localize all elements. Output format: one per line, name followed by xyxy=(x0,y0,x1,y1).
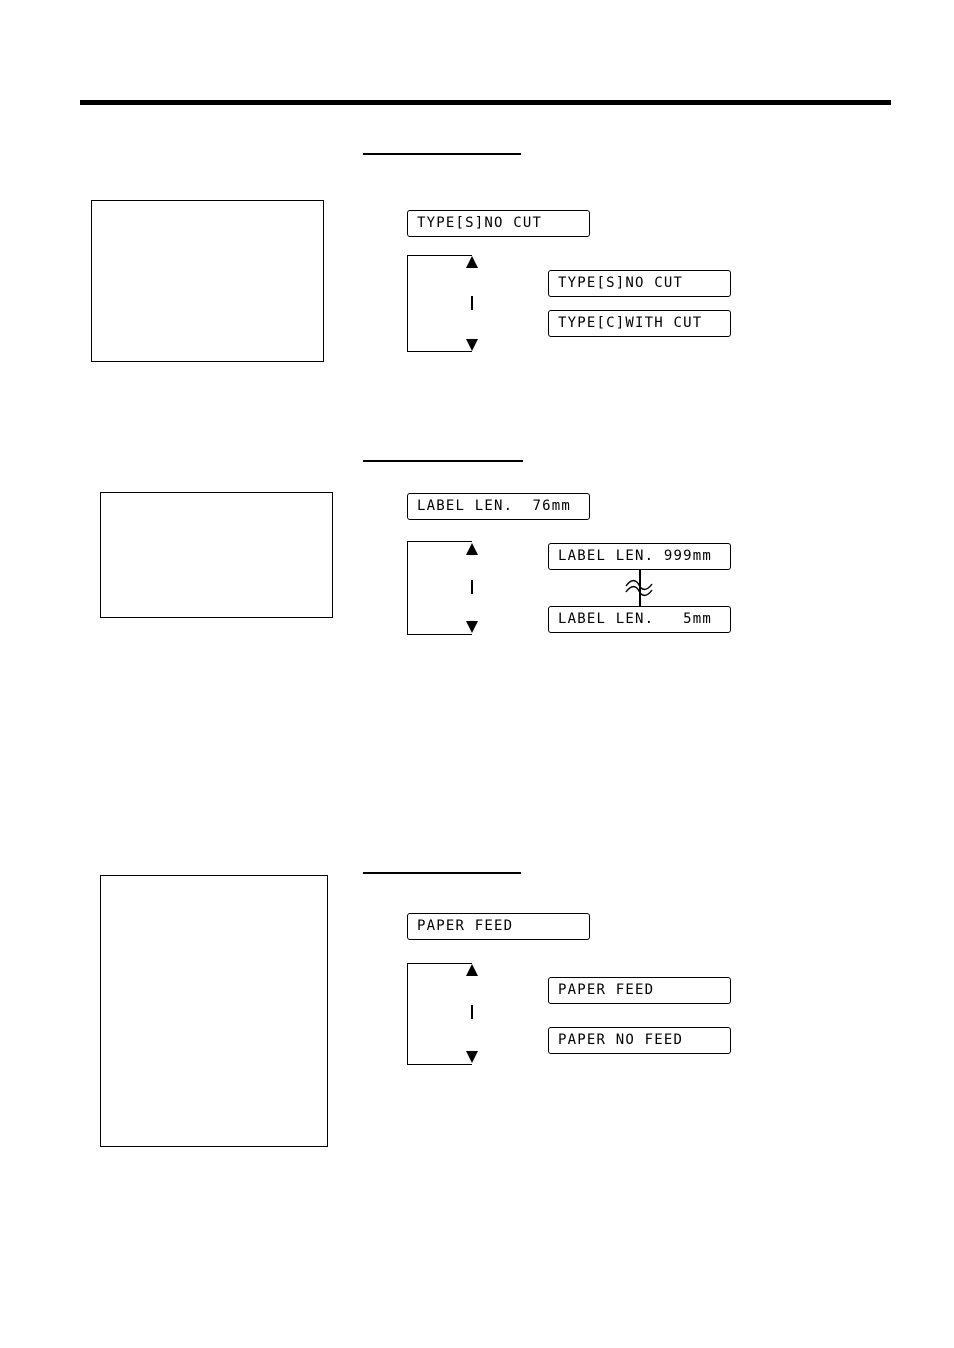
lcd-option: PAPER FEED xyxy=(548,977,731,1004)
selection-bracket xyxy=(407,963,472,1065)
down-arrow-icon xyxy=(466,339,478,351)
note-box xyxy=(100,492,333,618)
section-heading-rule xyxy=(363,872,521,874)
down-arrow-icon xyxy=(466,1051,478,1063)
lcd-option-min: LABEL LEN. 5mm xyxy=(548,606,731,633)
lcd-option: PAPER NO FEED xyxy=(548,1027,731,1054)
up-arrow-icon xyxy=(466,256,478,268)
selection-bracket xyxy=(407,255,472,352)
lcd-current-value: PAPER FEED xyxy=(407,913,590,940)
arrow-stem-mark xyxy=(471,1005,473,1019)
up-arrow-icon xyxy=(466,543,478,555)
note-box xyxy=(100,875,328,1147)
section-heading-rule xyxy=(363,460,523,462)
lcd-option: TYPE[S]NO CUT xyxy=(548,270,731,297)
lcd-option: TYPE[C]WITH CUT xyxy=(548,310,731,337)
lcd-option-max: LABEL LEN. 999mm xyxy=(548,543,731,570)
lcd-current-value: LABEL LEN. 76mm xyxy=(407,493,590,520)
down-arrow-icon xyxy=(466,621,478,633)
section-heading-rule xyxy=(363,153,521,155)
selection-bracket xyxy=(407,541,472,635)
up-arrow-icon xyxy=(466,964,478,976)
note-box xyxy=(91,200,324,362)
arrow-stem-mark xyxy=(471,296,473,310)
lcd-current-value: TYPE[S]NO CUT xyxy=(407,210,590,237)
page-top-rule xyxy=(80,100,891,105)
arrow-stem-mark xyxy=(471,580,473,594)
wave-break-icon xyxy=(624,578,654,598)
